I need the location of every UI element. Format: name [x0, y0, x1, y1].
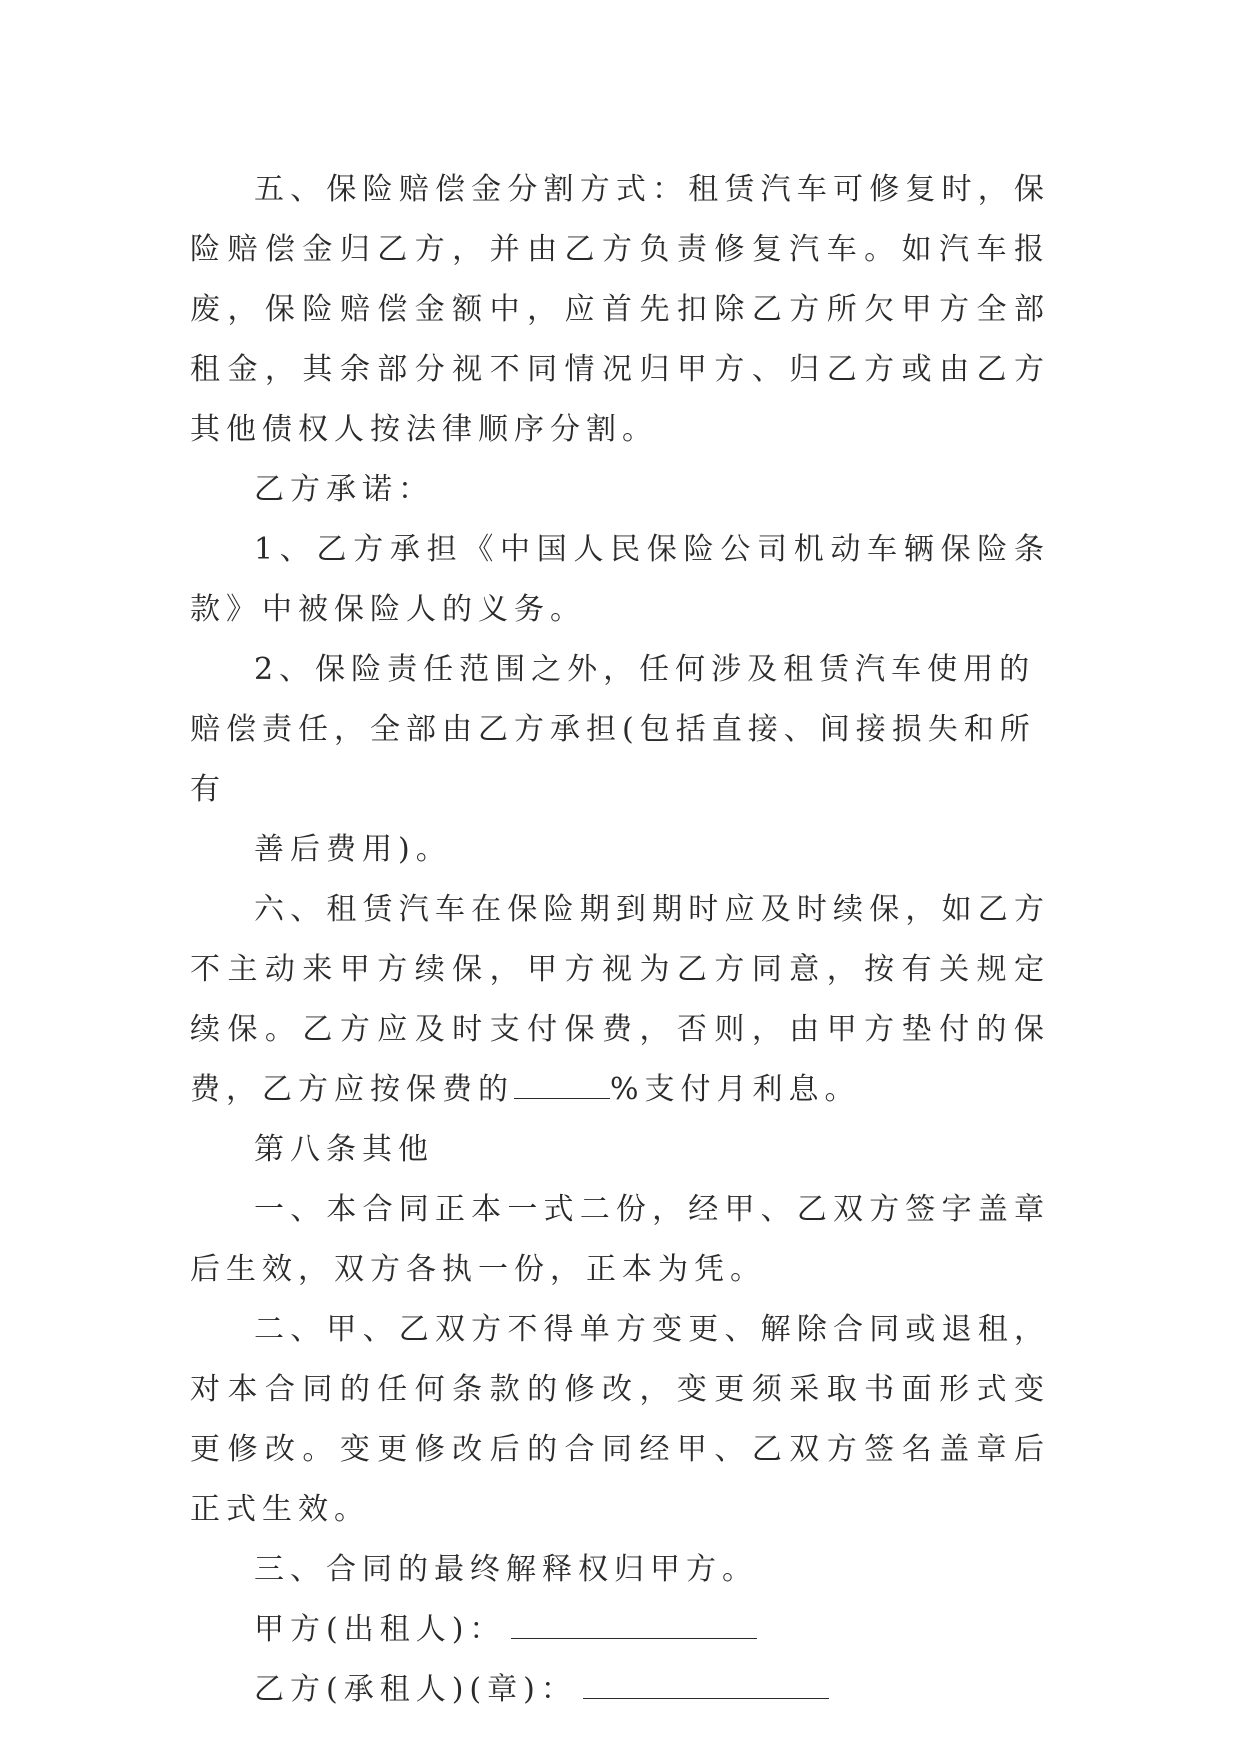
- article-8-heading: 第八条其他: [254, 1132, 434, 1167]
- party-a-signature-line: [190, 1600, 1050, 1660]
- party-b-promise-heading: 乙方承诺：: [254, 472, 434, 507]
- party-b-signature-line: [190, 1660, 1050, 1720]
- clause-insurance-renewal: [190, 880, 1050, 1120]
- renewal-text: 六、租赁汽车在保险期到期时应及时续保，如乙方不主动来甲方续保，甲方视为乙方同意，按有关规定续保。乙方应及时支付保费，否则，由甲方垫付的保费，乙方应按保费的: [190, 892, 1050, 1107]
- other-clause-2: 二、甲、乙双方不得单方变更、解除合同或退租，对本合同的任何条款的修改，变更须采取书面形式变更修改。变更修改后的合同经甲、乙双方签名盖章后正式生效。: [190, 1312, 1050, 1527]
- other-clause-1: 一、本合同正本一式二份，经甲、乙双方签字盖章后生效，双方各执一份，正本为凭。: [190, 1192, 1050, 1287]
- promise-item-2: 2、保险责任范围之外，任何涉及租赁汽车使用的赔偿责任，全部由乙方承担(包括直接、间接损失和所有: [190, 652, 1036, 807]
- promise-item-1: 1、乙方承担《中国人民保险公司机动车辆保险条款》中被保险人的义务。: [190, 532, 1050, 627]
- party-a-signature-blank: [511, 1612, 757, 1639]
- party-b-signature-blank: [583, 1672, 829, 1699]
- document-body: [190, 160, 1050, 1720]
- other-clause-3: 三、合同的最终解释权归甲方。: [254, 1552, 758, 1587]
- party-a-label: 甲方(出租人)：: [254, 1612, 506, 1647]
- interest-rate-blank: [514, 1072, 610, 1099]
- party-b-label: 乙方(承租人)(章)：: [254, 1672, 577, 1707]
- clause-insurance-compensation-split: 五、保险赔偿金分割方式：租赁汽车可修复时，保险赔偿金归乙方，并由乙方负责修复汽车。如汽车报废，保险赔偿金额中，应首先扣除乙方所欠甲方全部租金，其余部分视不同情况归甲方、归乙方或由乙方其他债权人按法律顺序分割。: [190, 172, 1050, 447]
- renewal-text-end: %支付月利息。: [610, 1072, 861, 1107]
- promise-item-2-continued: 善后费用)。: [254, 832, 452, 867]
